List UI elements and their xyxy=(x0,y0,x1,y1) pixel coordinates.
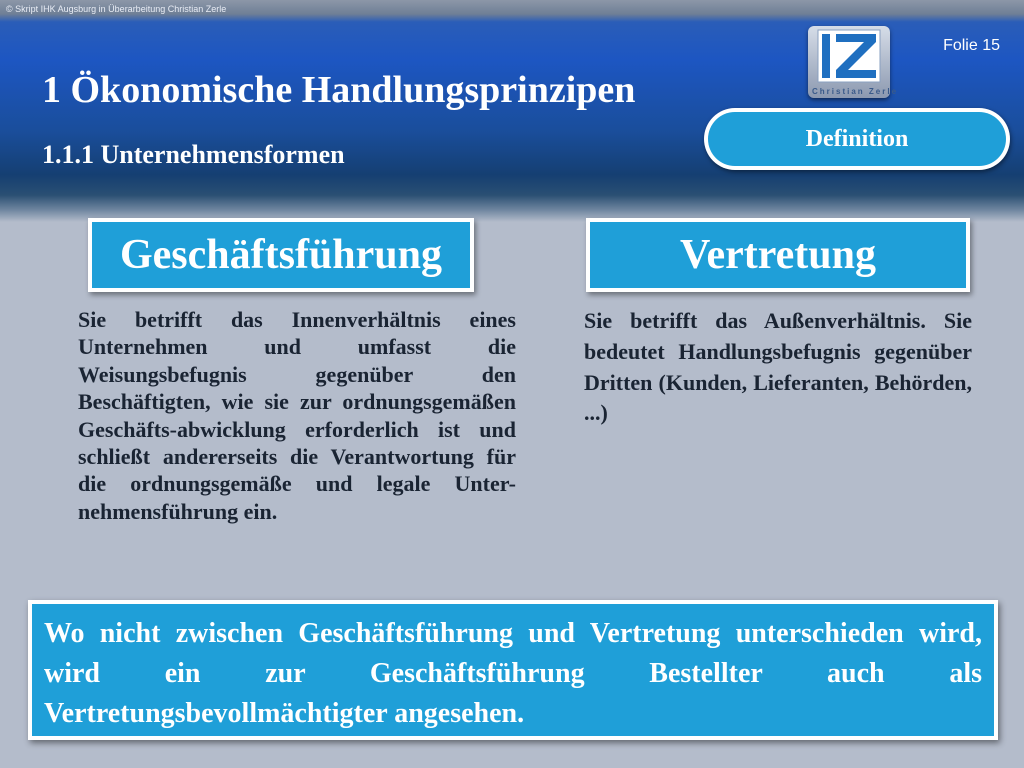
logo-name: Christian Zerle xyxy=(812,87,899,96)
geschaeftsfuehrung-heading-box xyxy=(88,218,474,292)
copyright-notice: © Skript IHK Augsburg in Überarbeitung Christian Zerle xyxy=(6,4,227,14)
vertretung-heading-box xyxy=(586,218,970,292)
slide-subtitle: 1.1.1 Unternehmensformen xyxy=(42,140,345,169)
vertretung-description: Sie betrifft das Außenverhältnis. Sie bedeutet Handlungsbefugnis gegenüber Dritten (Kunden, Lieferanten, Behörden, ...) xyxy=(584,308,972,426)
definition-badge-label: Definition xyxy=(708,112,1006,166)
geschaeftsfuehrung-heading: Geschäftsführung xyxy=(92,222,470,288)
vertretung-heading: Vertretung xyxy=(590,222,966,288)
geschaeftsfuehrung-description: Sie betrifft das Innenverhältnis eines Unternehmen und umfasst die Weisungsbefugnis gegenüber den Beschäftigten, wie sie zur ordnungsgemäßen Geschäfts-abwicklung erforderlich ist und schließt andererseits die Verantwortung für die ordnungsgemäße und legale Unter-nehmensführung ein. xyxy=(78,307,516,524)
author-logo xyxy=(808,26,899,98)
slide-number: Folie 15 xyxy=(943,37,1000,54)
slide-header xyxy=(0,0,1024,222)
summary-text: Wo nicht zwischen Geschäftsführung und Vertretung unterschieden wird, wird ein zur Geschäftsführung Bestellter auch als Vertretungsbevollmächtigter angesehen. xyxy=(44,618,982,729)
slide-title: 1 Ökonomische Handlungsprinzipen xyxy=(42,69,636,111)
summary-box xyxy=(28,600,998,740)
definition-badge xyxy=(704,108,1010,170)
summary-box-inner xyxy=(32,604,994,736)
